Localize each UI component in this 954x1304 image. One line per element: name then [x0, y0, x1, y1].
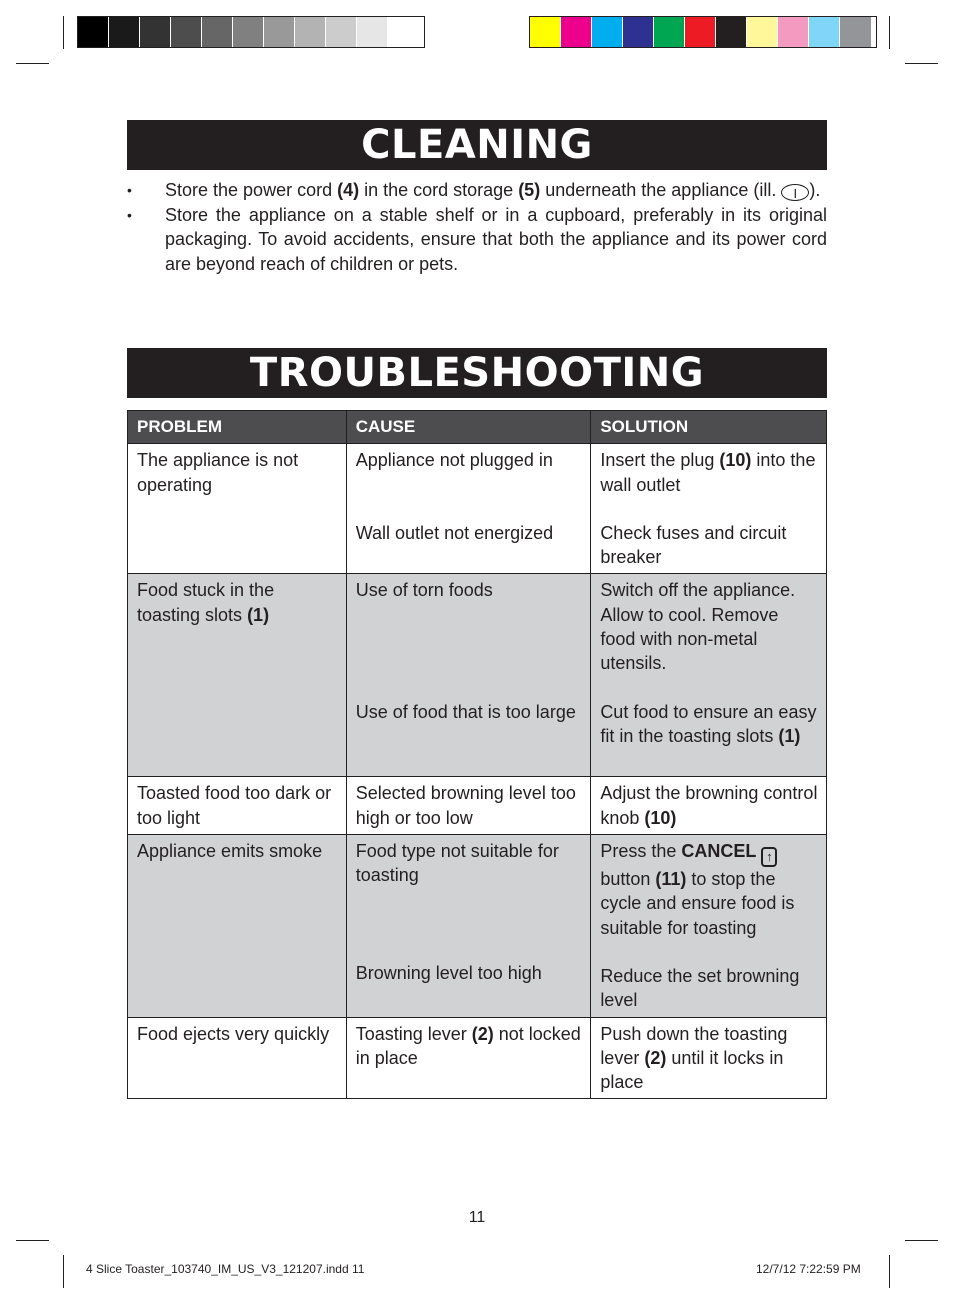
problem-cell: Food ejects very quickly [128, 1017, 347, 1099]
cause-cell: Food type not suitable for toasting Browning level too high [346, 835, 591, 1017]
color-swatch [295, 17, 326, 47]
slug-filename: 4 Slice Toaster_103740_IM_US_V3_121207.indd 11 [86, 1262, 365, 1276]
cause-cell: Appliance not plugged in Wall outlet not energized [346, 444, 591, 574]
color-swatch [561, 17, 592, 47]
color-swatch [840, 17, 871, 47]
color-swatch [623, 17, 654, 47]
color-swatch [530, 17, 561, 47]
table-row [128, 574, 827, 777]
color-swatch [778, 17, 809, 47]
crop-mark [889, 16, 890, 49]
color-swatch [592, 17, 623, 47]
color-swatch [357, 17, 388, 47]
list-item: • Store the power cord (4) in the cord storage (5) underneath the appliance (ill. I ). [127, 180, 821, 201]
cleaning-heading: CLEANING [127, 120, 827, 170]
color-swatch [171, 17, 202, 47]
color-swatch [109, 17, 140, 47]
illustration-ref-icon: I [781, 184, 809, 201]
process-color-bar [529, 16, 877, 48]
table-row [128, 444, 827, 574]
table-row [128, 835, 827, 1017]
solution-cell: Push down the toasting lever (2) until it locks in place [591, 1017, 827, 1099]
problem-cell: Food stuck in the toasting slots (1) [128, 574, 347, 777]
column-header-problem: PROBLEM [128, 411, 347, 444]
color-swatch [202, 17, 233, 47]
color-swatch [78, 17, 109, 47]
slug-timestamp: 12/7/12 7:22:59 PM [756, 1262, 861, 1276]
solution-cell: Adjust the browning control knob (10) [591, 777, 827, 835]
crop-mark [905, 1240, 938, 1241]
column-header-cause: CAUSE [346, 411, 591, 444]
color-swatch [809, 17, 840, 47]
color-swatch [140, 17, 171, 47]
bullet-marker: • [127, 206, 132, 223]
crop-mark [889, 1255, 890, 1288]
color-swatch [264, 17, 295, 47]
color-swatch [685, 17, 716, 47]
cause-cell: Use of torn foods Use of food that is too large [346, 574, 591, 777]
problem-cell: The appliance is not operating [128, 444, 347, 574]
cause-cell: Toasting lever (2) not locked in place [346, 1017, 591, 1099]
color-swatch [326, 17, 357, 47]
cause-cell: Selected browning level too high or too low [346, 777, 591, 835]
bullet-marker: • [127, 182, 132, 198]
grayscale-color-bar [77, 16, 425, 48]
solution-cell: Switch off the appliance. Allow to cool. Remove food with non-metal utensils. Cut food to ensure an easy fit in the toasting slots (1) [591, 574, 827, 777]
table-row [128, 1017, 827, 1099]
table-header-row [128, 411, 827, 444]
solution-cell: Press the CANCEL ↑ button (11) to stop the cycle and ensure food is suitable for toasting Reduce the set browning level [591, 835, 827, 1017]
table-row [128, 777, 827, 835]
problem-cell: Toasted food too dark or too light [128, 777, 347, 835]
solution-cell: Insert the plug (10) into the wall outlet Check fuses and circuit breaker [591, 444, 827, 574]
color-swatch [716, 17, 747, 47]
problem-cell: Appliance emits smoke [128, 835, 347, 1017]
troubleshooting-table [127, 410, 827, 1099]
color-swatch [747, 17, 778, 47]
crop-mark [16, 63, 49, 64]
page-number: 11 [468, 1209, 486, 1226]
crop-mark [905, 63, 938, 64]
cleaning-bullet-list [127, 178, 827, 276]
crop-mark [63, 1255, 64, 1288]
color-swatch [233, 17, 264, 47]
color-swatch [388, 17, 419, 47]
color-swatch [654, 17, 685, 47]
column-header-solution: SOLUTION [591, 411, 827, 444]
crop-mark [63, 16, 64, 49]
crop-mark [16, 1240, 49, 1241]
cancel-button-icon: ↑ [761, 847, 777, 867]
list-item: • Store the appliance on a stable shelf or in a cupboard, preferably in its original packaging. To avoid accidents, ensure that both the appliance and its power cord are beyond reach of children or pets. [127, 204, 827, 274]
troubleshooting-heading: TROUBLESHOOTING [127, 348, 827, 398]
